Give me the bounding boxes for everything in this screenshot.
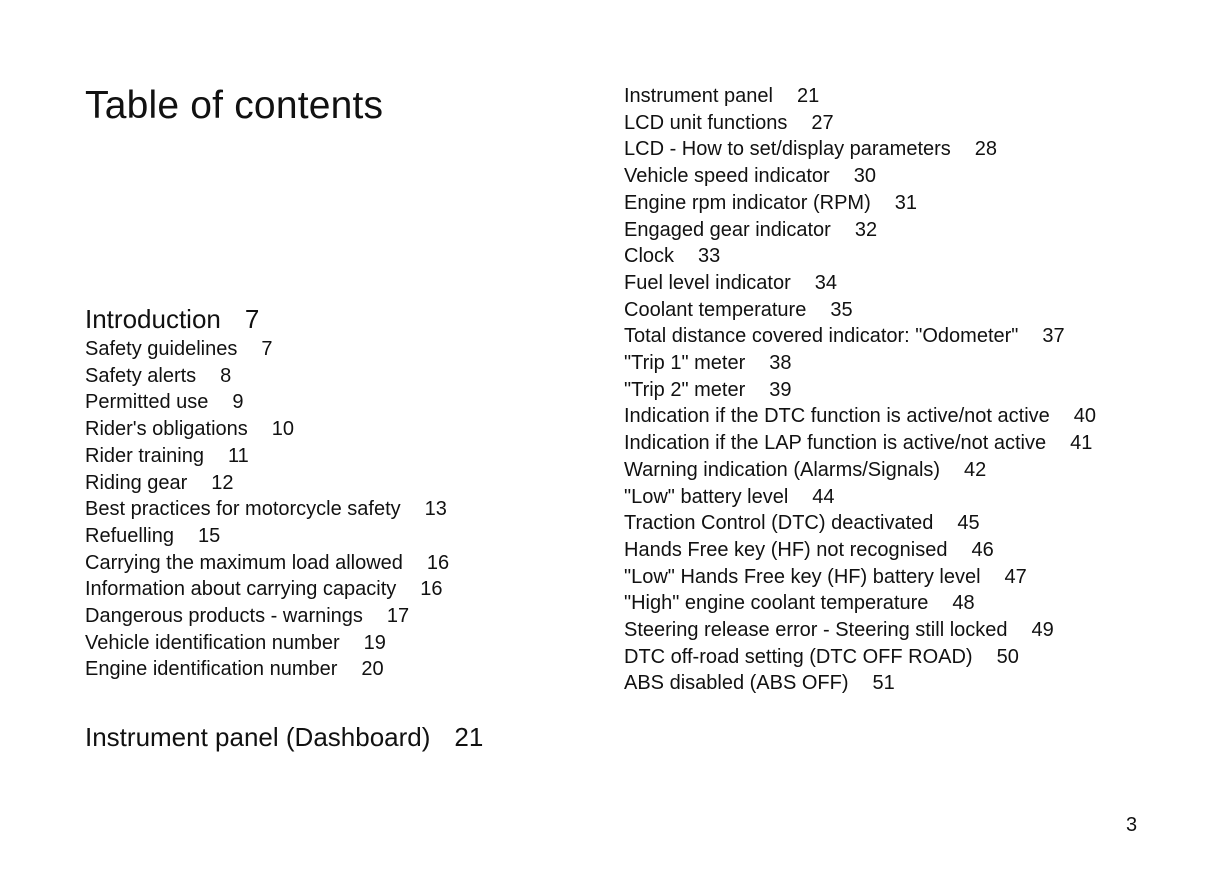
toc-right-column <box>624 83 1144 697</box>
toc-entry-page: 48 <box>952 592 975 615</box>
toc-entry[interactable] <box>624 510 1144 537</box>
toc-entry-page: 40 <box>1073 405 1097 428</box>
toc-entry-page: 15 <box>197 524 221 547</box>
toc-entry-label: Safety guidelines <box>85 338 238 360</box>
toc-entry-label: "Trip 2" meter <box>624 378 746 401</box>
toc-entry-page: 50 <box>996 645 1019 668</box>
toc-entry-label: Riding gear <box>85 471 188 494</box>
toc-entry-page: 16 <box>420 578 443 601</box>
toc-entry[interactable] <box>624 323 1144 350</box>
toc-entry-page: 47 <box>1004 565 1027 588</box>
toc-entry[interactable] <box>624 350 1144 377</box>
toc-entry[interactable] <box>85 550 555 577</box>
toc-entry-label: Permitted use <box>85 391 209 414</box>
toc-entry-page: 38 <box>769 352 792 375</box>
toc-entry[interactable] <box>85 389 555 416</box>
toc-entry[interactable] <box>624 217 1144 244</box>
toc-entry[interactable] <box>85 336 555 363</box>
toc-entry-page: 21 <box>796 85 820 107</box>
toc-entry-label: Rider training <box>85 444 204 467</box>
toc-entry-page: 44 <box>812 485 835 508</box>
toc-entry-label: Traction Control (DTC) deactivated <box>624 512 934 535</box>
toc-entry-label: "High" engine coolant temperature <box>624 592 929 615</box>
toc-entry[interactable] <box>624 270 1144 297</box>
toc-entry-label: DTC off-road setting (DTC OFF ROAD) <box>624 645 973 668</box>
toc-entry[interactable] <box>85 496 555 523</box>
toc-entry[interactable] <box>85 443 555 470</box>
toc-entry[interactable] <box>624 136 1144 163</box>
toc-entry-page: 45 <box>957 512 980 535</box>
toc-entry-page: 17 <box>386 605 410 628</box>
toc-entry[interactable] <box>85 363 555 390</box>
toc-entry-page: 33 <box>698 245 721 268</box>
toc-entry-page: 13 <box>424 498 447 521</box>
toc-entry[interactable] <box>624 377 1144 404</box>
instrument-panel-entry-list <box>624 83 1144 697</box>
toc-entry[interactable] <box>624 297 1144 324</box>
toc-entry-page: 28 <box>974 138 998 161</box>
section-heading-page: 21 <box>454 722 484 753</box>
toc-entry[interactable] <box>85 416 555 443</box>
toc-entry-page: 20 <box>361 658 384 681</box>
toc-entry-page: 9 <box>232 391 244 414</box>
section-heading-introduction[interactable] <box>85 302 555 336</box>
toc-entry-page: 51 <box>872 672 895 695</box>
toc-entry[interactable] <box>624 590 1144 617</box>
toc-entry[interactable] <box>624 484 1144 511</box>
toc-entry-page: 30 <box>853 165 876 188</box>
toc-entry-label: Hands Free key (HF) not recognised <box>624 538 948 561</box>
toc-entry-label: LCD - How to set/display parameters <box>624 138 951 161</box>
toc-entry-label: Fuel level indicator <box>624 271 791 294</box>
section-heading-label: Introduction <box>85 304 221 334</box>
toc-entry-page: 35 <box>830 298 853 321</box>
toc-entry-label: Vehicle speed indicator <box>624 165 830 188</box>
toc-entry[interactable] <box>624 617 1144 644</box>
toc-entry[interactable] <box>624 190 1144 217</box>
toc-entry[interactable] <box>624 457 1144 484</box>
toc-entry-label: Warning indication (Alarms/Signals) <box>624 458 941 481</box>
toc-entry-page: 46 <box>971 538 994 561</box>
toc-entry-label: LCD unit functions <box>624 111 788 134</box>
toc-entry[interactable] <box>85 630 555 657</box>
toc-entry-label: Information about carrying capacity <box>85 578 397 601</box>
toc-entry-label: Clock <box>624 245 675 268</box>
toc-entry-label: Indication if the DTC function is active/not active <box>624 405 1050 428</box>
toc-entry[interactable] <box>624 564 1144 591</box>
toc-entry-page: 41 <box>1070 432 1093 455</box>
toc-entry-label: "Low" battery level <box>624 485 789 508</box>
toc-entry-page: 7 <box>261 338 273 360</box>
toc-entry[interactable] <box>624 537 1144 564</box>
toc-entry-page: 31 <box>894 191 917 214</box>
toc-entry[interactable] <box>624 110 1144 137</box>
toc-entry-label: ABS disabled (ABS OFF) <box>624 672 849 695</box>
toc-entry-label: "Low" Hands Free key (HF) battery level <box>624 565 981 588</box>
toc-entry[interactable] <box>85 656 555 683</box>
page-title: Table of contents <box>85 84 384 127</box>
toc-entry-label: Total distance covered indicator: "Odometer" <box>624 325 1019 348</box>
toc-entry-label: Steering release error - Steering still locked <box>624 619 1008 642</box>
toc-entry-page: 39 <box>769 378 792 401</box>
toc-entry-page: 16 <box>426 551 450 574</box>
toc-entry-label: Best practices for motorcycle safety <box>85 498 401 521</box>
toc-entry[interactable] <box>624 83 1144 110</box>
toc-entry[interactable] <box>624 403 1144 430</box>
toc-entry-page: 42 <box>964 458 987 481</box>
toc-entry-label: Rider's obligations <box>85 418 248 441</box>
toc-entry-page: 10 <box>271 418 295 441</box>
toc-entry-page: 34 <box>814 271 837 294</box>
toc-entry[interactable] <box>85 523 555 550</box>
toc-entry-label: Safety alerts <box>85 364 197 387</box>
toc-entry[interactable] <box>624 644 1144 671</box>
toc-entry-label: Engine identification number <box>85 658 338 681</box>
toc-entry[interactable] <box>85 603 555 630</box>
toc-entry[interactable] <box>85 470 555 497</box>
toc-entry[interactable] <box>624 430 1144 457</box>
toc-entry-label: Vehicle identification number <box>85 631 340 654</box>
introduction-entry-list <box>85 336 555 683</box>
toc-entry-page: 19 <box>363 631 386 654</box>
toc-entry-page: 11 <box>227 444 249 467</box>
page-number: 3 <box>1126 814 1138 836</box>
toc-entry-page: 32 <box>854 218 878 241</box>
toc-entry-page: 12 <box>211 471 234 494</box>
toc-entry[interactable] <box>85 576 555 603</box>
section-heading-instrument-panel[interactable] <box>85 720 555 754</box>
toc-entry-label: Indication if the LAP function is active/not active <box>624 432 1047 455</box>
toc-entry-page: 49 <box>1031 619 1054 642</box>
toc-entry-label: Engine rpm indicator (RPM) <box>624 191 871 214</box>
toc-entry-label: Engaged gear indicator <box>624 218 831 241</box>
toc-entry-label: Dangerous products - warnings <box>85 605 363 628</box>
toc-entry[interactable] <box>624 243 1144 270</box>
toc-entry-page: 8 <box>220 364 232 387</box>
toc-entry-label: Refuelling <box>85 524 174 547</box>
section-heading-page: 7 <box>244 304 260 334</box>
toc-entry-label: Coolant temperature <box>624 298 807 321</box>
toc-entry[interactable] <box>624 670 1144 697</box>
toc-entry-page: 37 <box>1042 325 1065 348</box>
section-heading-label: Instrument panel (Dashboard) <box>85 722 431 753</box>
toc-entry-label: "Trip 1" meter <box>624 352 746 375</box>
toc-entry-page: 27 <box>811 111 834 134</box>
toc-entry-label: Carrying the maximum load allowed <box>85 551 403 574</box>
toc-entry[interactable] <box>624 163 1144 190</box>
toc-left-column <box>85 302 555 754</box>
toc-entry-label: Instrument panel <box>624 85 773 107</box>
